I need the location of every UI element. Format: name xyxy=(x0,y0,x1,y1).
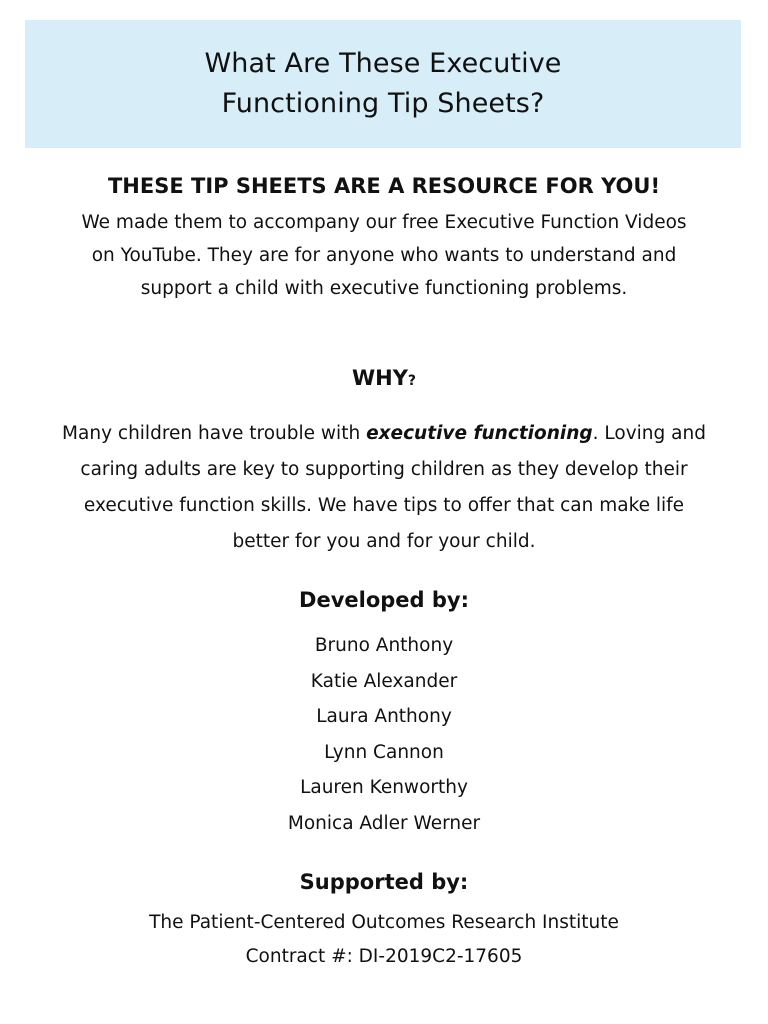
title-banner xyxy=(25,20,741,148)
developer-name: Monica Adler Werner xyxy=(287,812,481,834)
developer-name: Laura Anthony xyxy=(316,706,452,727)
why-text-after: . Loving and caring adults are key to supporting children as they develop their executive function skills. We have tips to offer that can make life better for you and for your child. xyxy=(80,423,706,552)
contract-number: Contract #: DI-2019C2-17605 xyxy=(245,946,523,967)
page-title-line-1: What Are These Executive xyxy=(204,48,562,79)
resource-heading: THESE TIP SHEETS ARE A RESOURCE FOR YOU! xyxy=(107,174,661,198)
page-title-line-2: Functioning Tip Sheets? xyxy=(221,88,545,119)
supporter-organization: The Patient-Centered Outcomes Research Institute xyxy=(149,912,619,933)
why-text-emphasis: executive functioning xyxy=(366,423,593,444)
developer-name: Lauren Kenworthy xyxy=(300,777,468,798)
why-description xyxy=(60,416,708,560)
why-heading xyxy=(0,362,768,397)
supported-by-heading: Supported by: xyxy=(299,870,469,894)
page-title xyxy=(143,44,623,124)
developer-name: Bruno Anthony xyxy=(314,635,454,656)
developer-name: Katie Alexander xyxy=(310,670,458,692)
why-heading-text: WHY xyxy=(351,366,408,390)
developer-list xyxy=(0,628,768,841)
why-heading-mark: ? xyxy=(407,373,417,389)
developer-name: Lynn Cannon xyxy=(324,741,444,763)
supporter-info xyxy=(0,906,768,974)
resource-description: We made them to accompany our free Executive Function Videos on YouTube. They are for anyone who wants to understand and support a child with executive functioning problems. xyxy=(81,212,687,299)
developed-by-heading: Developed by: xyxy=(299,588,469,612)
why-text-before: Many children have trouble with xyxy=(62,423,367,444)
